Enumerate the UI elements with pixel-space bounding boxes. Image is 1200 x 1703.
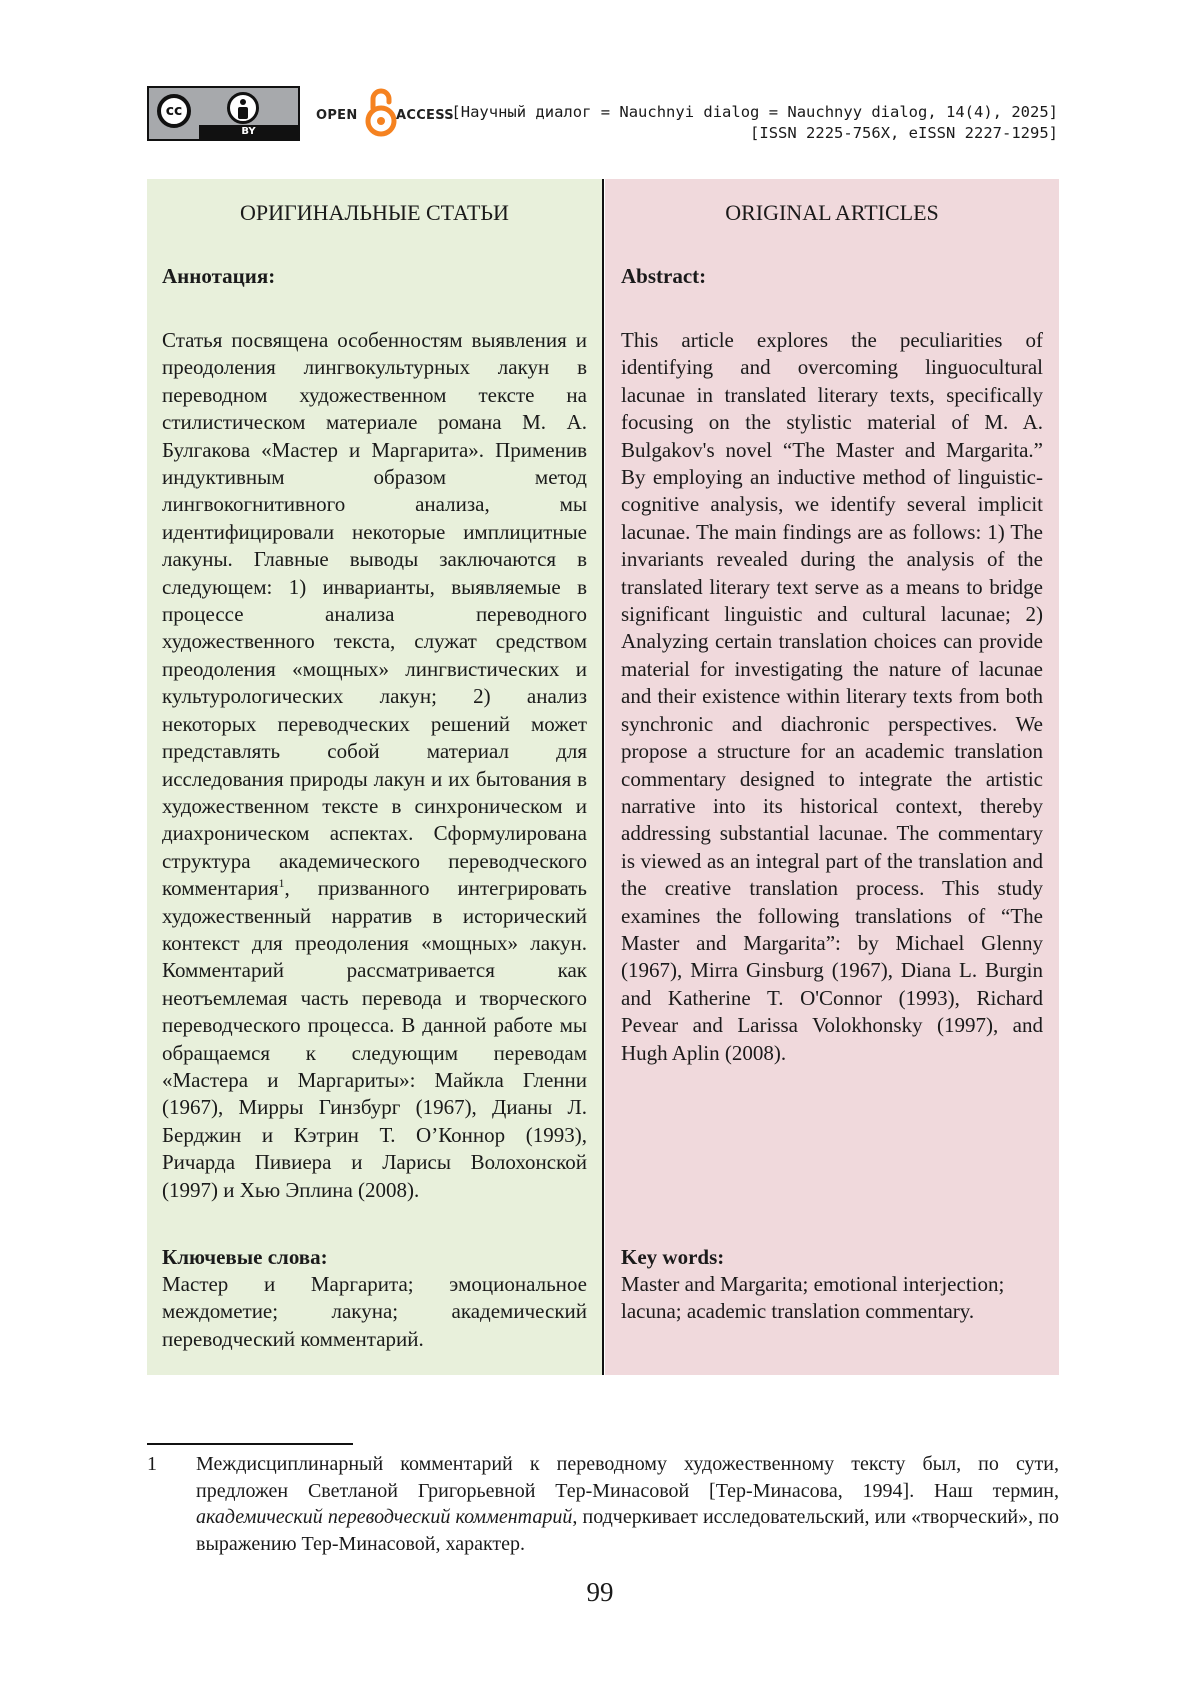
footnote-number: 1 (147, 1453, 157, 1475)
english-column (605, 179, 1059, 1375)
abstract-text-en: This article explores the peculiarities of identifying and overcoming linguocultural lacunae in translated literary texts, specifically focusing on the stylistic material of M. A. Bulgakov's novel “The Master and Margarita.” By employing an inductive method of linguistic-cognitive analysis, we identify several implicit lacunae. The main findings are as follows: 1) The invariants revealed during the analysis of the translated literary text serve as a means to bridge significant linguistic and cultural lacunae; 2) Analyzing certain translation choices can provide material for investigating the nature of lacunae and their existence within literary texts from both synchronic and diachronic perspectives. We propose a structure for an academic translation commentary designed to integrate the artistic narrative into its historical context, thereby addressing substantial lacunae. The commentary is viewed as an integral part of the translation and the creative translation process. This study examines the following translations of “The Master and Margarita”: by Michael Glenny (1967), Mirra Ginsburg (1967), Diana L. Burgin and Katherine T. O'Connor (1993), Richard Pevear and Larissa Volokhonsky (1997), and Hugh Aplin (2008). (621, 328, 1043, 1065)
abstract-text-ru (162, 327, 587, 1204)
bilingual-abstract-table (147, 179, 1059, 1375)
citation-line-1: [Научный диалог = Nauchnyi dialog = Nauchnyy dialog, 14(4), 2025] (451, 103, 1058, 121)
abstract-text-ru-part2: , призванного интегрировать художественный нарратив в исторический контекст для преодоления «мощных» лакун. Комментарий рассматривается как неотъемлемая часть перевода и творческого переводческого процесса. В данной работе мы обращаемся к следующим переводам «Мастера и Маргариты»: Майкла Гленни (1967), Мирры Гинзбург (1967), Дианы Л. Берджин и Кэтрин Т. О’Коннор (1993), Ричарда Пивиера и Ларисы Волохонской (1997) и Хью Эплина (2008). (162, 876, 587, 1202)
open-access-lock-icon (364, 86, 398, 138)
footnote-text (196, 1451, 1059, 1557)
open-access-label-access: ACCESS (396, 108, 454, 123)
russian-column (147, 179, 603, 1375)
page-number: 99 (586, 1577, 614, 1607)
footnote-reference[interactable]: 1 (278, 876, 285, 891)
footnote-rule (147, 1443, 353, 1445)
footnote-term: академический переводческий комментарий (196, 1506, 573, 1528)
abstract-label-en: Abstract: (621, 264, 707, 288)
open-access-logo (316, 86, 466, 138)
open-access-label-open: OPEN (316, 108, 358, 123)
section-title-en: ORIGINAL ARTICLES (725, 200, 939, 225)
footnote-text-part1: Междисциплинарный комментарий к переводному художественному тексту был, по сути, предложен Светланой Григорьевной Тер-Минасовой [Тер-Минасова, 1994]. Наш термин, (196, 1453, 1059, 1502)
keywords-label-en: Key words: (621, 1245, 725, 1269)
by-label: BY (199, 125, 298, 139)
section-title-ru: ОРИГИНАЛЬНЫЕ СТАТЬИ (240, 200, 509, 225)
keywords-text-en: Master and Margarita; emotional interjection; lacuna; academic translation commentary. (621, 1272, 1005, 1324)
column-divider (602, 179, 604, 1375)
cc-by-license-badge[interactable] (147, 86, 300, 141)
keywords-text-ru: Мастер и Маргарита; эмоциональное междометие; лакуна; академический переводческий комментарий. (162, 1272, 587, 1351)
journal-citation (451, 102, 1058, 144)
abstract-label-ru: Аннотация: (162, 264, 276, 288)
footnote-text-part2: , подчеркивает исследовательский, или «творческий», по выражению Тер-Минасовой, характер. (196, 1506, 1059, 1555)
keywords-label-ru: Ключевые слова: (162, 1245, 328, 1269)
abstract-text-ru-part1: Статья посвящена особенностям выявления и преодоления лингвокультурных лакун в переводном художественном тексте на стилистическом материале романа М. А. Булгакова «Мастер и Маргарита». Применив индуктивным образом метод лингвокогнитивного анализа, мы идентифицировали некоторые имплицитные лакуны. Главные выводы заключаются в следующем: 1) инварианты, выявляемые в процессе анализа переводного художественного текста, служат средством преодоления «мощных» лингвистических и культурологических лакун; 2) анализ некоторых переводческих решений может представлять собой материал для исследования природы лакун и их бытования в художественном тексте в синхроническом и диахроническом аспектах. Сформулирована структура академического переводческого комментария (162, 328, 587, 901)
creative-commons-icon: cc (157, 94, 191, 128)
citation-line-2: [ISSN 2225-756X, eISSN 2227-1295] (750, 124, 1058, 142)
attribution-person-icon (227, 92, 259, 124)
